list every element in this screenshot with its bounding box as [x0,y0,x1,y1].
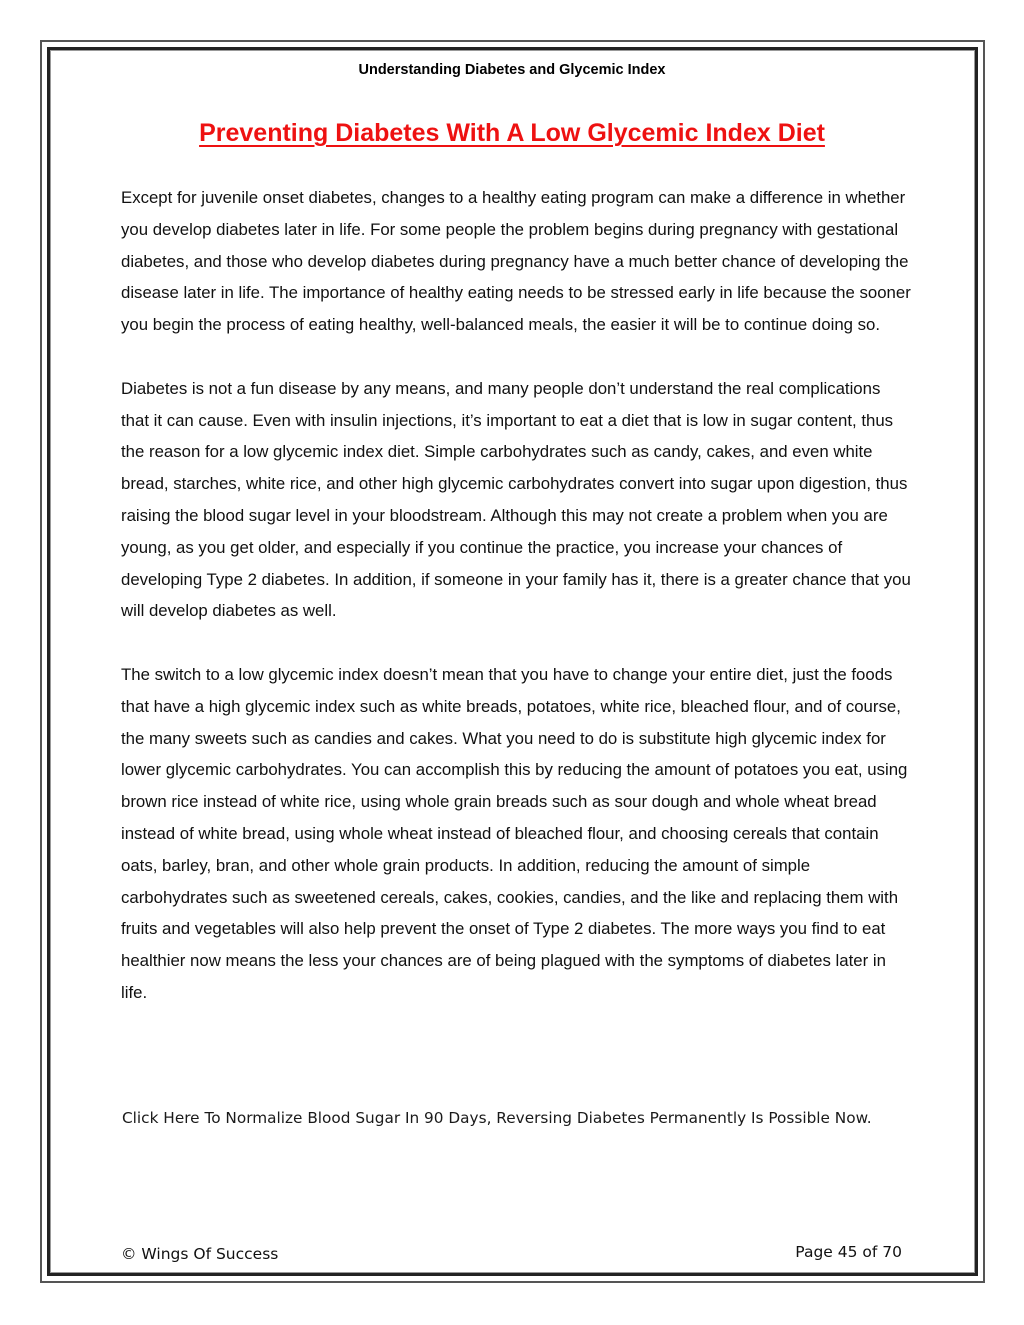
paragraph-3: The switch to a low glycemic index doesn’t mean that you have to change your entire diet, just the foods that have a high glycemic index such as white breads, potatoes, white rice, bleached flour, and of course, the many sweets such as candies and cakes. What you need to do is substitute high glycemic index for lower glycemic carbohydrates. You can accomplish this by reducing the amount of potatoes you eat, using brown rice instead of white rice, using whole grain breads such as sour dough and whole wheat bread instead of white bread, using whole wheat instead of bleached flour, and choosing cereals that contain oats, barley, bran, and other whole grain products. In addition, reducing the amount of simple carbohydrates such as sweetened cereals, cakes, cookies, candies, and the like and replacing them with fruits and vegetables will also help prevent the onset of Type 2 diabetes. The more ways you find to eat healthier now means the less your chances are of being plagued with the symptoms of diabetes later in life. [121,664,908,1002]
promo-link[interactable]: Click Here To Normalize Blood Sugar In 90 Days, Reversing Diabetes Permanently Is Possible Now. [122,1109,872,1127]
page-title: Preventing Diabetes With A Low Glycemic Index Diet [199,119,825,147]
running-header: Understanding Diabetes and Glycemic Index [358,62,666,78]
footer-page-number: Page 45 of 70 [795,1243,902,1261]
article-body [121,182,911,1009]
paragraph-2: Diabetes is not a fun disease by any means, and many people don’t understand the real complications that it can cause. Even with insulin injections, it’s important to eat a diet that is low in sugar content, thus the reason for a low glycemic index diet. Simple carbohydrates such as candy, cakes, and even white bread, starches, white rice, and other high glycemic carbohydrates convert into sugar upon digestion, thus raising the blood sugar level in your bloodstream. Although this may not create a problem when you are young, as you get older, and especially if you continue the practice, you increase your chances of developing Type 2 diabetes. In addition, if someone in your family has it, there is a greater chance that you will develop diabetes as well. [121,378,911,621]
footer-copyright: © Wings Of Success [121,1245,279,1263]
paragraph-1: Except for juvenile onset diabetes, changes to a healthy eating program can make a difference in whether you develop diabetes later in life. For some people the problem begins during pregnancy with gestational diabetes, and those who develop diabetes during pregnancy have a much better chance of developing the disease later in life. The importance of healthy eating needs to be stressed early in life because the sooner you begin the process of eating healthy, well-balanced meals, the easier it will be to continue doing so. [121,188,911,335]
